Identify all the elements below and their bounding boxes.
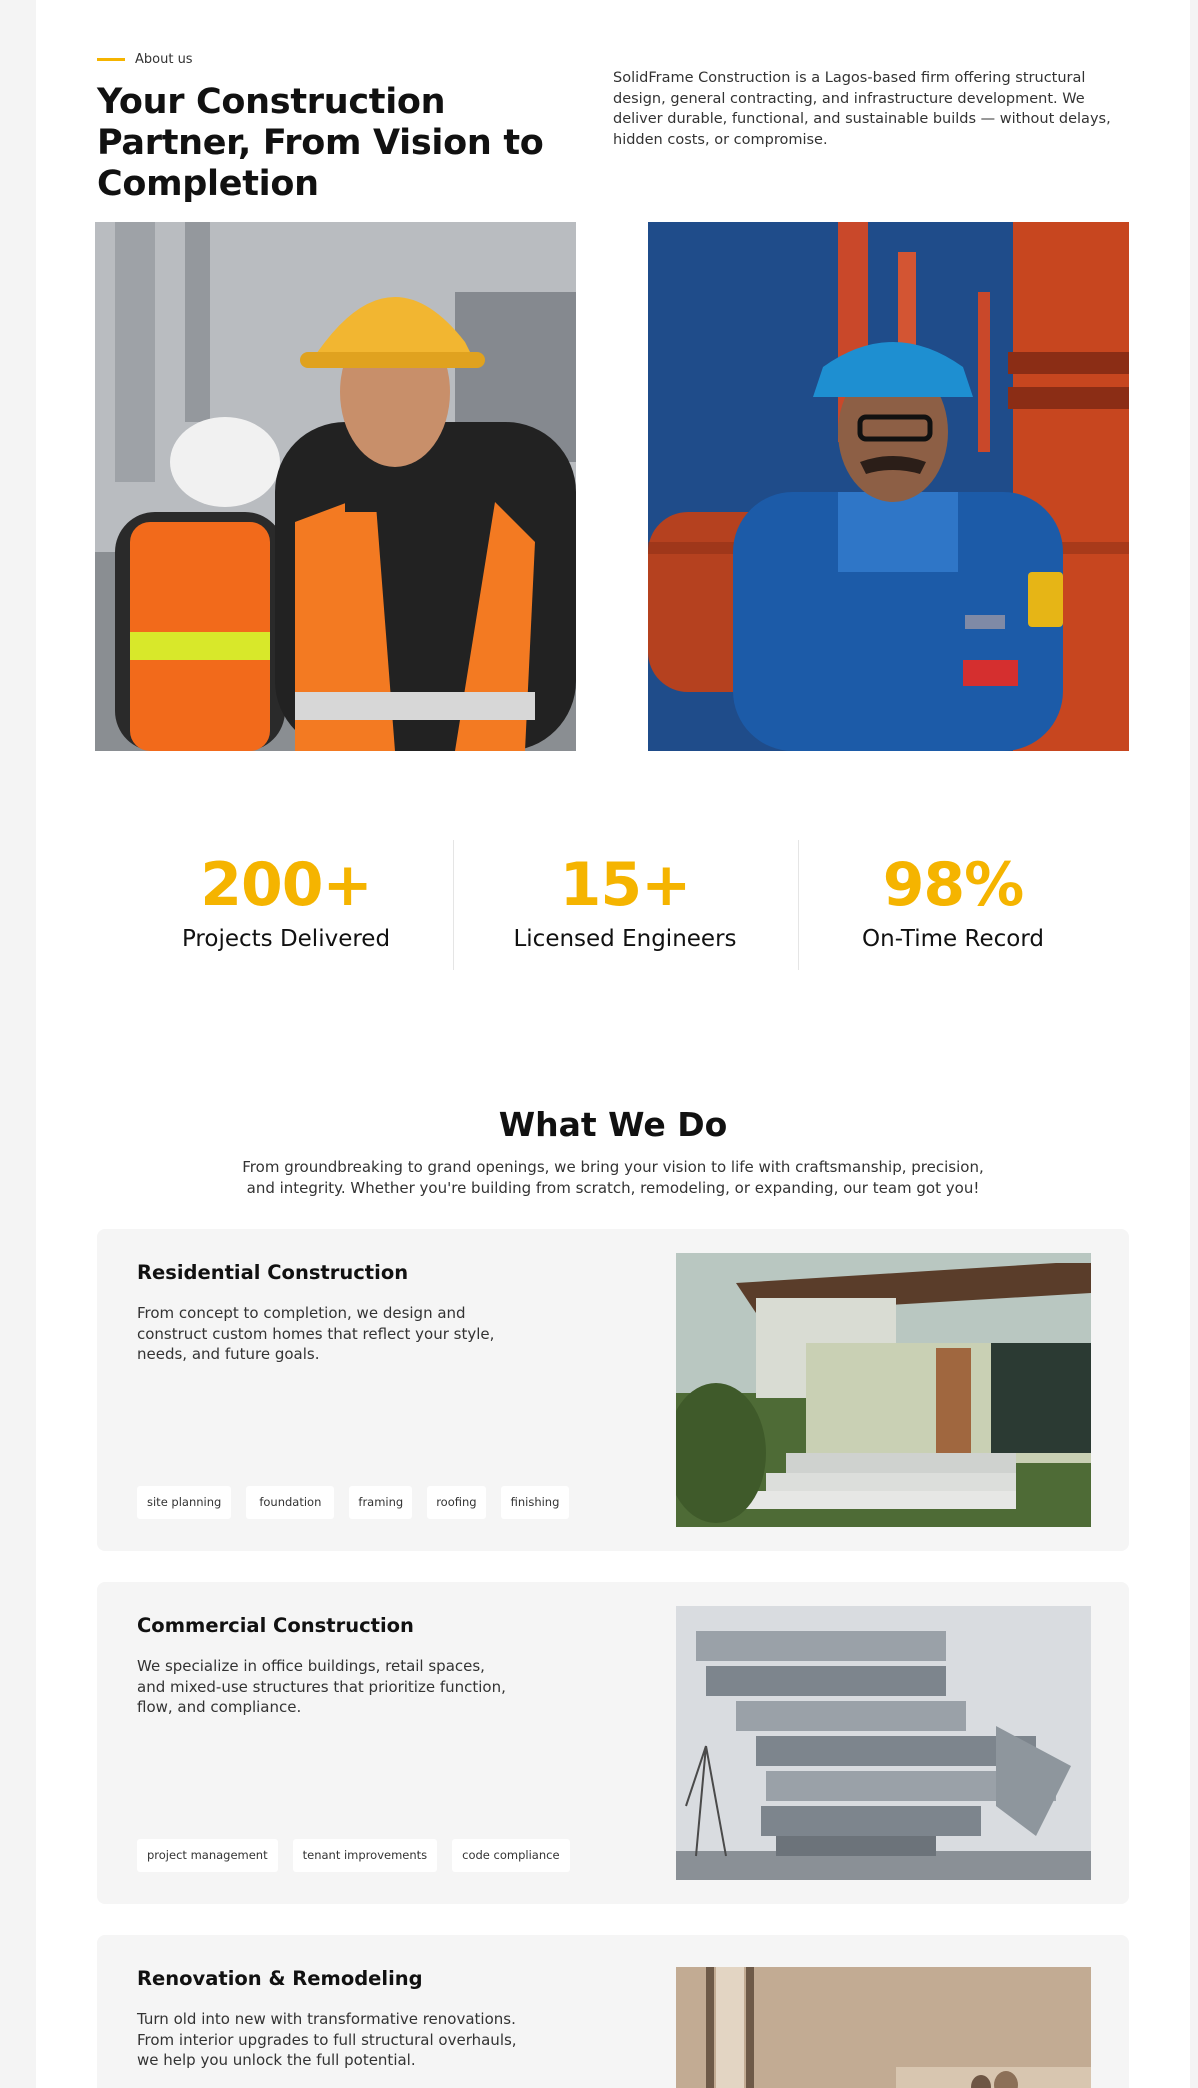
tag-list <box>137 1839 570 1872</box>
renovation-interior-image <box>676 1967 1091 2088</box>
worker-photo-yellow-helmet <box>95 222 576 751</box>
tag: project management <box>137 1839 278 1872</box>
service-card-commercial[interactable] <box>97 1582 1129 1904</box>
stat-value: 15+ <box>559 850 691 920</box>
service-card-residential[interactable] <box>97 1229 1129 1551</box>
stat-label: Licensed Engineers <box>513 926 737 952</box>
commercial-building-image <box>676 1606 1091 1880</box>
card-description: We specialize in office buildings, retail spaces, and mixed-use structures that prioritize function, flow, and compliance. <box>137 1657 506 1716</box>
service-card-renovation[interactable] <box>97 1935 1129 2088</box>
stat-on-time <box>803 850 1103 952</box>
page-title: Your Construction Partner, From Vision to Completion <box>97 82 544 204</box>
eyebrow <box>97 52 193 67</box>
stat-divider <box>798 840 799 970</box>
tag: framing <box>349 1486 412 1519</box>
eyebrow-accent-line <box>97 58 125 61</box>
tag: foundation <box>246 1486 334 1519</box>
card-title: Residential Construction <box>137 1261 409 1284</box>
tag-list <box>137 1486 569 1519</box>
stat-value: 200+ <box>200 850 372 920</box>
card-description: Turn old into new with transformative renovations. From interior upgrades to full structural overhauls, we help you unlock the full potential. <box>137 2010 517 2069</box>
stat-divider <box>453 840 454 970</box>
tag: finishing <box>501 1486 570 1519</box>
stat-value: 98% <box>882 850 1024 920</box>
tag: site planning <box>137 1486 231 1519</box>
section-subtitle: From groundbreaking to grand openings, we bring your vision to life with craftsmanship, precision, and integrity. Whether you're building from scratch, remodeling, or expanding, our team got you! <box>242 1158 984 1197</box>
stat-projects <box>136 850 436 952</box>
tag: tenant improvements <box>293 1839 438 1872</box>
card-title: Renovation & Remodeling <box>137 1967 423 1990</box>
about-page <box>36 0 1190 2088</box>
about-description: SolidFrame Construction is a Lagos-based firm offering structural design, general contracting, and infrastructure development. We deliver durable, functional, and sustainable builds — without delays, hidden costs, or compromise. <box>613 70 1111 148</box>
worker-photo-blue-helmet <box>648 222 1129 751</box>
tag: code compliance <box>452 1839 569 1872</box>
residential-house-image <box>676 1253 1091 1527</box>
card-title: Commercial Construction <box>137 1614 414 1637</box>
eyebrow-label: About us <box>135 52 193 67</box>
stat-label: On-Time Record <box>862 926 1044 952</box>
card-description: From concept to completion, we design and construct custom homes that reflect your style, needs, and future goals. <box>137 1304 495 1363</box>
stat-label: Projects Delivered <box>181 926 391 952</box>
tag: roofing <box>427 1486 485 1519</box>
section-title: What We Do <box>498 1105 728 1144</box>
stat-engineers <box>475 850 775 952</box>
